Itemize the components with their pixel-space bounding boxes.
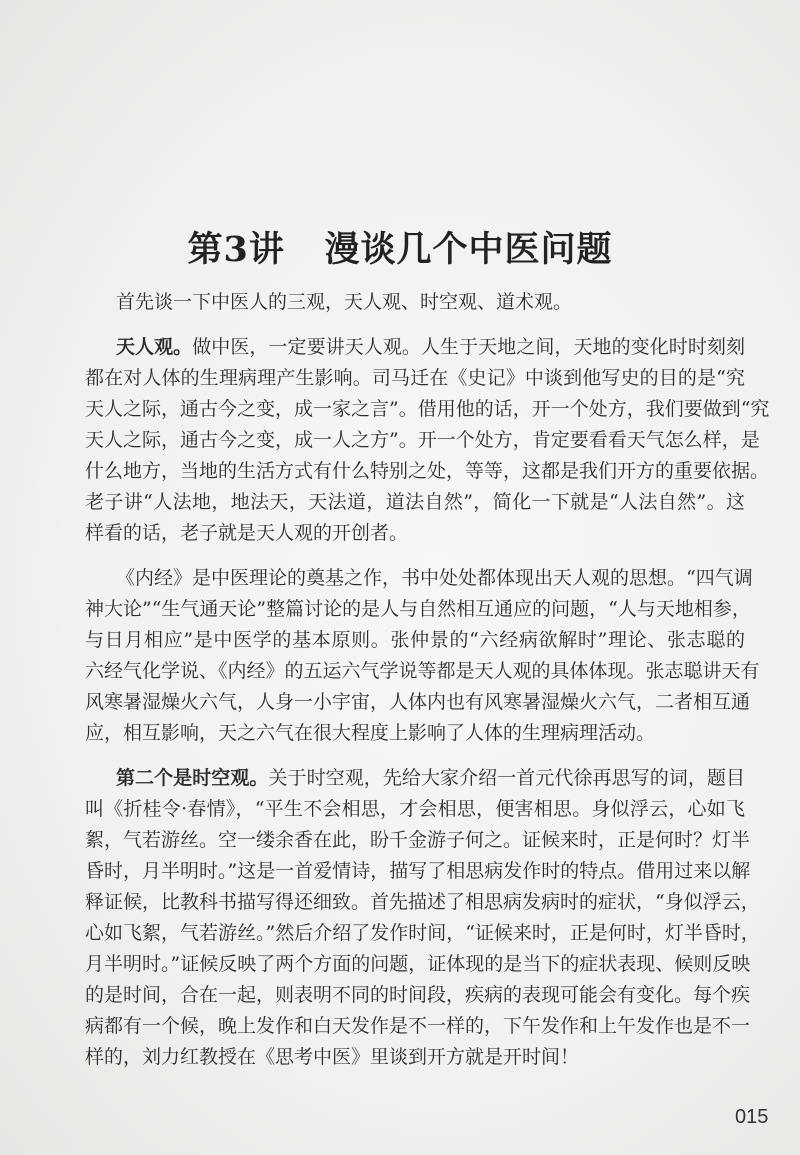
line-text: 样看的话，老子就是天人观的开创者。 [85, 522, 409, 544]
body-text [85, 287, 770, 1087]
bold-lead: 第二个是时空观。 [116, 767, 269, 789]
line-text: 《内经》是中医理论的奠基之作，书中处处都体现出天人观的思想。“四气调 [116, 567, 753, 589]
text-line [85, 656, 760, 687]
line-text: 昏时，月半明时。”这是一首爱情诗，描写了相思病发作时的特点。借用过来以解 [85, 860, 751, 882]
line-text: 样的，刘力红教授在《思考中医》里谈到开方就是开时间！ [85, 1046, 580, 1068]
line-text: 天人之际，通古今之变，成一人之方”。开一个处方，肯定要看看天气怎么样，是 [85, 429, 760, 451]
text-line [85, 687, 751, 718]
line-text: 关于时空观，先给大家介绍一首元代徐再思写的词，题目 [268, 767, 745, 789]
paragraph [85, 763, 760, 1073]
chapter-title: 第3讲 漫谈几个中医问题 [187, 229, 613, 270]
text-line [85, 518, 745, 549]
line-text: 释证候，比教科书描写得还细致。首先描述了相思病发病时的症状，“身似浮云， [85, 891, 760, 913]
text-line [85, 394, 770, 425]
line-text: 应，相互影响，天之六气在很大程度上影响了人体的生理病理活动。 [85, 722, 656, 744]
line-text: 与日月相应”是中医学的基本原则。张仲景的“六经病欲解时”理论、张志聪的 [85, 629, 745, 651]
text-line [85, 794, 745, 825]
line-text: 神大论”“生气通天论”整篇讨论的是人与自然相互通应的问题，“人与天地相参， [85, 598, 751, 620]
line-text: 病都有一个候，晚上发作和白天发作是不一样的，下午发作和上午发作也是不一 [85, 1015, 751, 1037]
text-line [85, 625, 745, 656]
text-line [85, 363, 745, 394]
text-line [85, 980, 751, 1011]
line-text: 絮，气若游丝。空一缕余香在此，盼千金游子何之。证候来时，正是何时？灯半 [85, 829, 751, 851]
text-line [85, 887, 760, 918]
text-line [85, 594, 751, 625]
line-text: 六经气化学说、《内经》的五运六气学说等都是天人观的具体体现。张志聪讲天有 [85, 660, 760, 682]
line-text: 做中医，一定要讲天人观。人生于天地之间，天地的变化时时刻刻 [192, 336, 745, 358]
text-line [85, 856, 751, 887]
line-text: 月半明时。”证候反映了两个方面的问题，证体现的是当下的症状表现、候则反映 [85, 953, 751, 975]
text-line [85, 487, 745, 518]
text-line [85, 425, 760, 456]
line-text: 老子讲“人法地，地法天，天法道，道法自然”，简化一下就是“人法自然”。这 [85, 491, 745, 513]
line-text: 什么地方，当地的生活方式有什么特别之处，等等，这都是我们开方的重要依据。 [85, 460, 770, 482]
text-line [85, 1042, 745, 1073]
bold-lead: 天人观。 [116, 336, 193, 358]
line-text: 的是时间，合在一起，则表明不同的时间段，疾病的表现可能会有变化。每个疾 [85, 984, 751, 1006]
text-line [85, 718, 745, 749]
page-number: 015 [735, 1106, 769, 1128]
paragraph [85, 563, 760, 749]
text-line [85, 287, 745, 318]
line-text: 心如飞絮，气若游丝。”然后介绍了发作时间，“证候来时，正是何时，灯半昏时， [85, 922, 760, 944]
text-line [85, 456, 770, 487]
line-text: 叫《折桂令·春情》，“平生不会相思，才会相思，便害相思。身似浮云，心如飞 [85, 798, 745, 820]
text-line [85, 918, 760, 949]
text-line [85, 563, 753, 594]
text-line [85, 763, 745, 794]
paragraph [85, 332, 770, 549]
paragraph [85, 287, 745, 318]
text-line [85, 825, 751, 856]
text-line [85, 1011, 751, 1042]
text-line [85, 332, 745, 363]
line-text: 风寒暑湿燥火六气，人身一小宇宙，人体内也有风寒暑湿燥火六气，二者相互通 [85, 691, 751, 713]
line-text: 首先谈一下中医人的三观，天人观、时空观、道术观。 [116, 291, 573, 313]
line-text: 天人之际，通古今之变，成一家之言”。借用他的话，开一个处方，我们要做到“究 [85, 398, 770, 420]
line-text: 都在对人体的生理病理产生影响。司马迁在《史记》中谈到他写史的目的是“究 [85, 367, 745, 389]
text-line [85, 949, 751, 980]
